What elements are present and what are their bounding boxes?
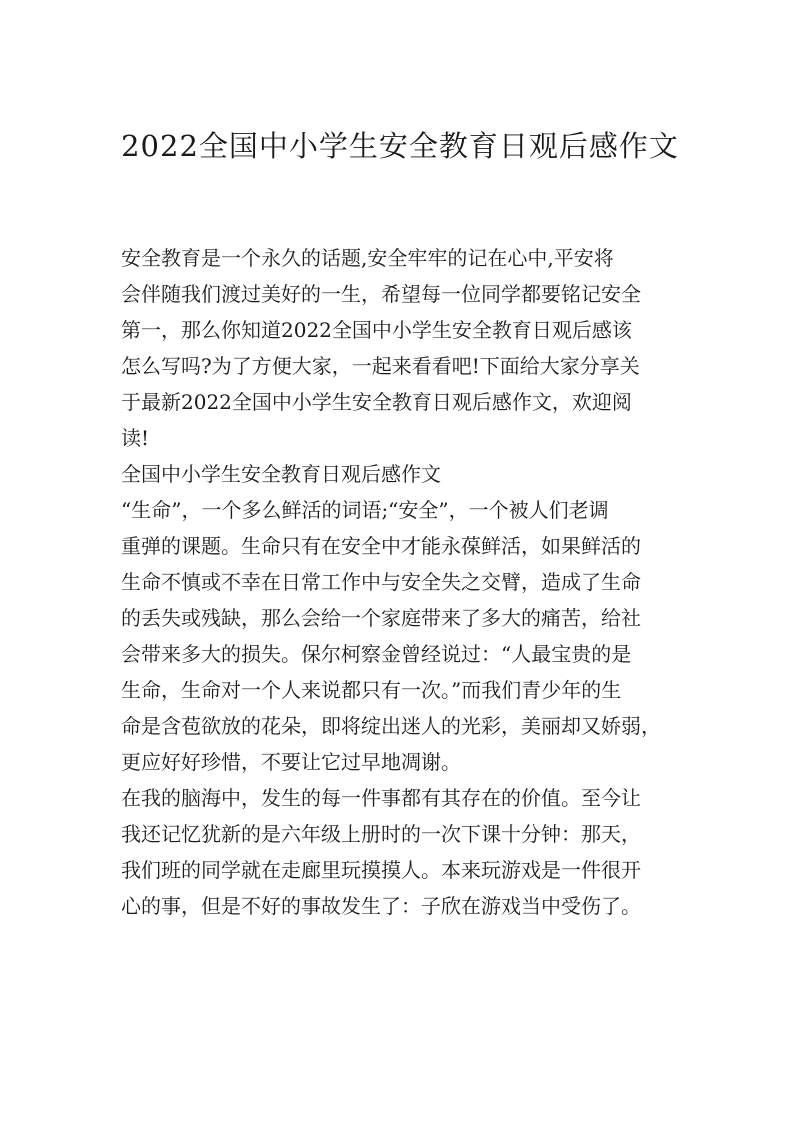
document-body <box>121 240 683 924</box>
document-title: 2022全国中小学生安全教育日观后感作文 <box>121 129 679 163</box>
body-line: 的丢失或残缺，那么会给一个家庭带来了多大的痛苦，给社 <box>121 606 641 630</box>
body-line: 读! <box>121 426 150 450</box>
body-line: 更应好好珍惜，不要让它过早地凋谢。 <box>121 750 461 774</box>
body-line: 在我的脑海中，发生的每一件事都有其存在的价值。至今让 <box>121 786 641 810</box>
section-heading: 全国中小学生安全教育日观后感作文 <box>121 462 441 486</box>
body-line: 于最新2022全国中小学生安全教育日观后感作文，欢迎阅 <box>121 390 632 414</box>
body-line: 我们班的同学就在走廊里玩摸摸人。本来玩游戏是一件很开 <box>121 858 641 882</box>
body-line: 生命不慎或不幸在日常工作中与安全失之交臂，造成了生命 <box>121 570 641 594</box>
body-line: 我还记忆犹新的是六年级上册时的一次下课十分钟：那天， <box>121 822 641 846</box>
body-line: “生命”，一个多么鲜活的词语;“安全”，一个被人们老调 <box>121 498 609 522</box>
body-line: 生命，生命对一个人来说都只有一次。”而我们青少年的生 <box>121 678 622 702</box>
body-line: 心的事，但是不好的事故发生了：子欣在游戏当中受伤了。 <box>121 894 641 918</box>
body-line: 安全教育是一个永久的话题,安全牢牢的记在心中,平安将 <box>121 246 614 270</box>
body-line: 第一，那么你知道2022全国中小学生安全教育日观后感该 <box>121 318 632 342</box>
body-line: 重弹的课题。生命只有在安全中才能永葆鲜活，如果鲜活的 <box>121 534 641 558</box>
body-line: 命是含苞欲放的花朵，即将绽出迷人的光彩，美丽却又娇弱， <box>121 714 661 738</box>
body-line: 会伴随我们渡过美好的一生，希望每一位同学都要铭记安全 <box>121 282 641 306</box>
body-line: 怎么写吗?为了方便大家，一起来看看吧!下面给大家分享关 <box>121 354 640 378</box>
body-line: 会带来多大的损失。保尔柯察金曾经说过：“人最宝贵的是 <box>121 642 632 666</box>
